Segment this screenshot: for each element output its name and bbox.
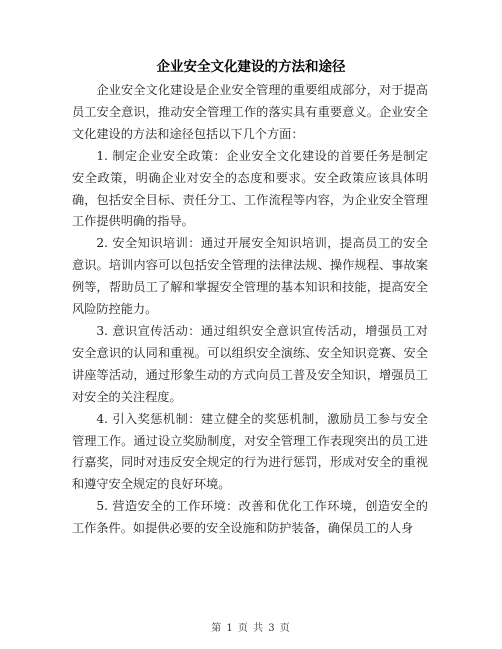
paragraph-item-5: 5. 营造安全的工作环境：改善和优化工作环境，创造安全的工作条件。如提供必要的安全设施和防护装备，确保员工的人身 (72, 499, 428, 536)
page-number-footer: 第 1 页 共 3 页 (211, 623, 291, 634)
document-body (72, 80, 428, 540)
paragraph-item-4: 4. 引入奖惩机制：建立健全的奖惩机制，激励员工参与安全管理工作。通过设立奖励制度，对安全管理工作表现突出的员工进行嘉奖，同时对违反安全规定的行为进行惩罚，形成对安全的重视和遵守安全规定的良好环境。 (72, 411, 428, 492)
paragraph-item-3: 3. 意识宣传活动：通过组织安全意识宣传活动，增强员工对安全意识的认同和重视。可以组织安全演练、安全知识竞赛、安全讲座等活动，通过形象生动的方式向员工普及安全知识，增强员工对安全的关注程度。 (72, 323, 428, 404)
intro-paragraph: 企业安全文化建设是企业安全管理的重要组成部分，对于提高员工安全意识，推动安全管理工作的落实具有重要意义。企业安全文化建设的方法和途径包括以下几个方面： (72, 83, 428, 141)
paragraph-item-2: 2. 安全知识培训：通过开展安全知识培训，提高员工的安全意识。培训内容可以包括安全管理的法律法规、操作规程、事故案例等，帮助员工了解和掌握安全管理的基本知识和技能，提高安全风险防控能力。 (72, 236, 428, 317)
paragraph-item-1: 1. 制定企业安全政策：企业安全文化建设的首要任务是制定安全政策，明确企业对安全的态度和要求。安全政策应该具体明确，包括安全目标、责任分工、工作流程等内容，为企业安全管理工作提供明确的指导。 (72, 148, 428, 229)
document-title: 企业安全文化建设的方法和途径 (156, 59, 346, 75)
